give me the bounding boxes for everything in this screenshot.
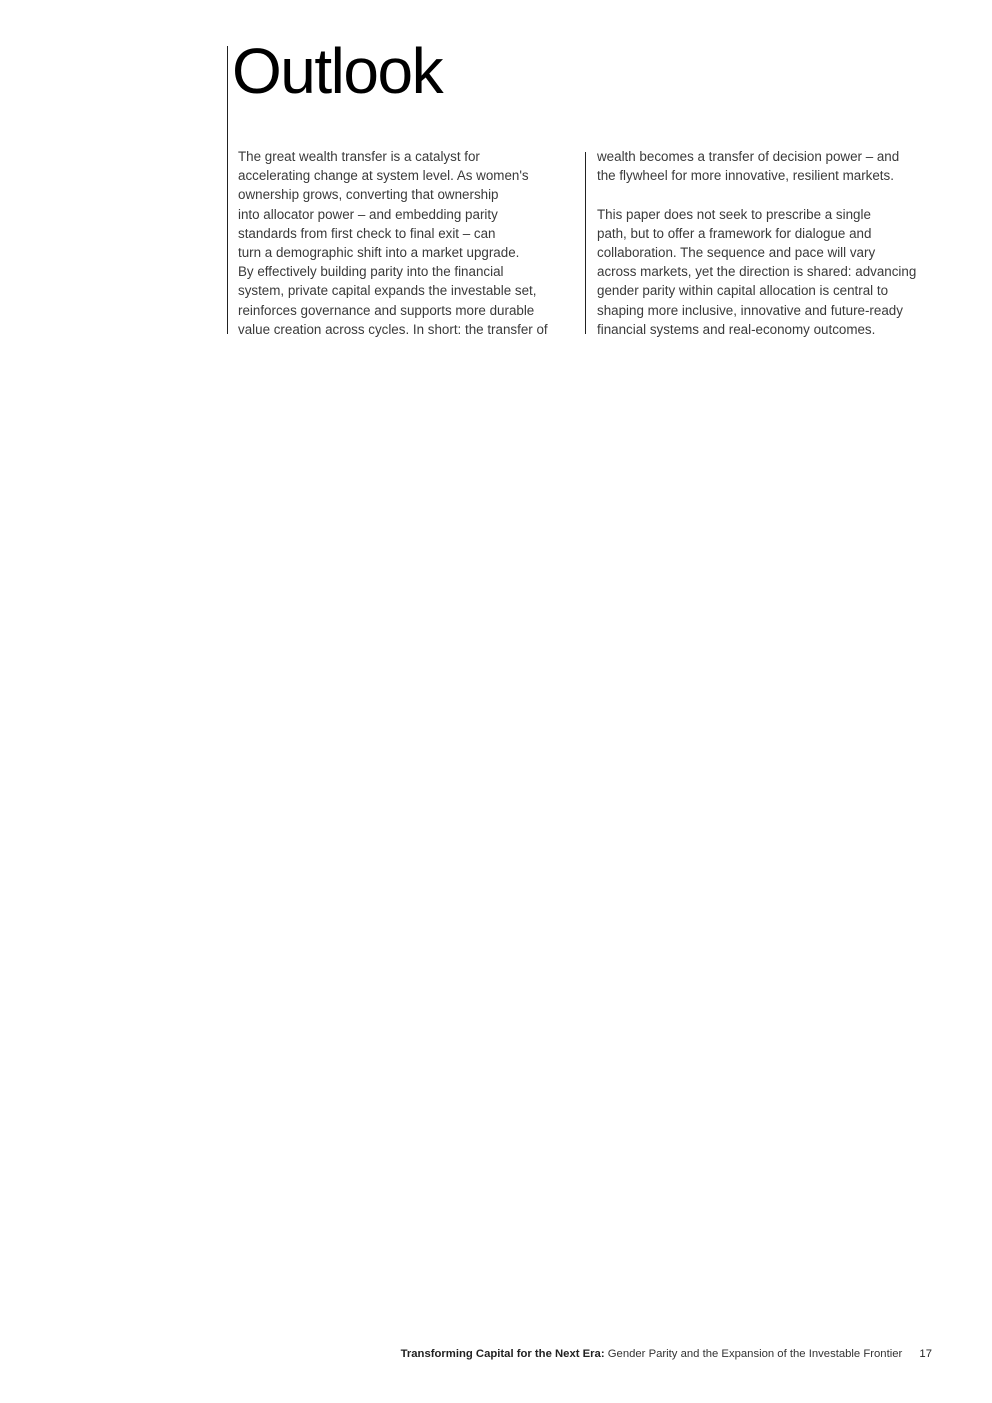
paragraph-gap	[597, 185, 939, 204]
body-line: standards from first check to final exit – can	[238, 225, 496, 241]
page-number: 17	[919, 1348, 932, 1360]
body-line: value creation across cycles. In short: the transfer of	[238, 321, 548, 337]
body-line: the flywheel for more innovative, resilient markets.	[597, 168, 894, 184]
left-text-column	[238, 147, 578, 339]
body-line: By effectively building parity into the financial	[238, 264, 504, 280]
body-line: into allocator power – and embedding parity	[238, 206, 498, 222]
body-line: turn a demographic shift into a market upgrade.	[238, 245, 520, 261]
body-line: across markets, yet the direction is shared: advancing	[597, 264, 917, 280]
body-line: shaping more inclusive, innovative and future-ready	[597, 302, 903, 318]
column-divider-line	[585, 152, 586, 334]
body-line: reinforces governance and supports more durable	[238, 302, 535, 318]
body-line: wealth becomes a transfer of decision power – and	[597, 149, 900, 164]
body-line: ownership grows, converting that ownership	[238, 187, 499, 203]
body-line: This paper does not seek to prescribe a single	[597, 206, 871, 222]
body-line: financial systems and real-economy outcomes.	[597, 321, 876, 337]
body-line: The great wealth transfer is a catalyst for	[238, 149, 480, 164]
body-line: system, private capital expands the investable set,	[238, 283, 537, 299]
page-footer	[401, 1346, 932, 1362]
footer-title-bold: Transforming Capital for the Next Era:	[400, 1348, 605, 1360]
body-line: gender parity within capital allocation is central to	[597, 283, 889, 299]
heading-divider-line	[227, 46, 228, 334]
body-line: path, but to offer a framework for dialogue and	[597, 225, 872, 241]
right-text-column	[597, 147, 939, 339]
body-line: accelerating change at system level. As women's	[238, 168, 529, 184]
footer-title-rest: Gender Parity and the Expansion of the Investable Frontier	[607, 1348, 903, 1360]
body-line: collaboration. The sequence and pace will vary	[597, 245, 876, 260]
page-title: Outlook	[232, 35, 443, 107]
